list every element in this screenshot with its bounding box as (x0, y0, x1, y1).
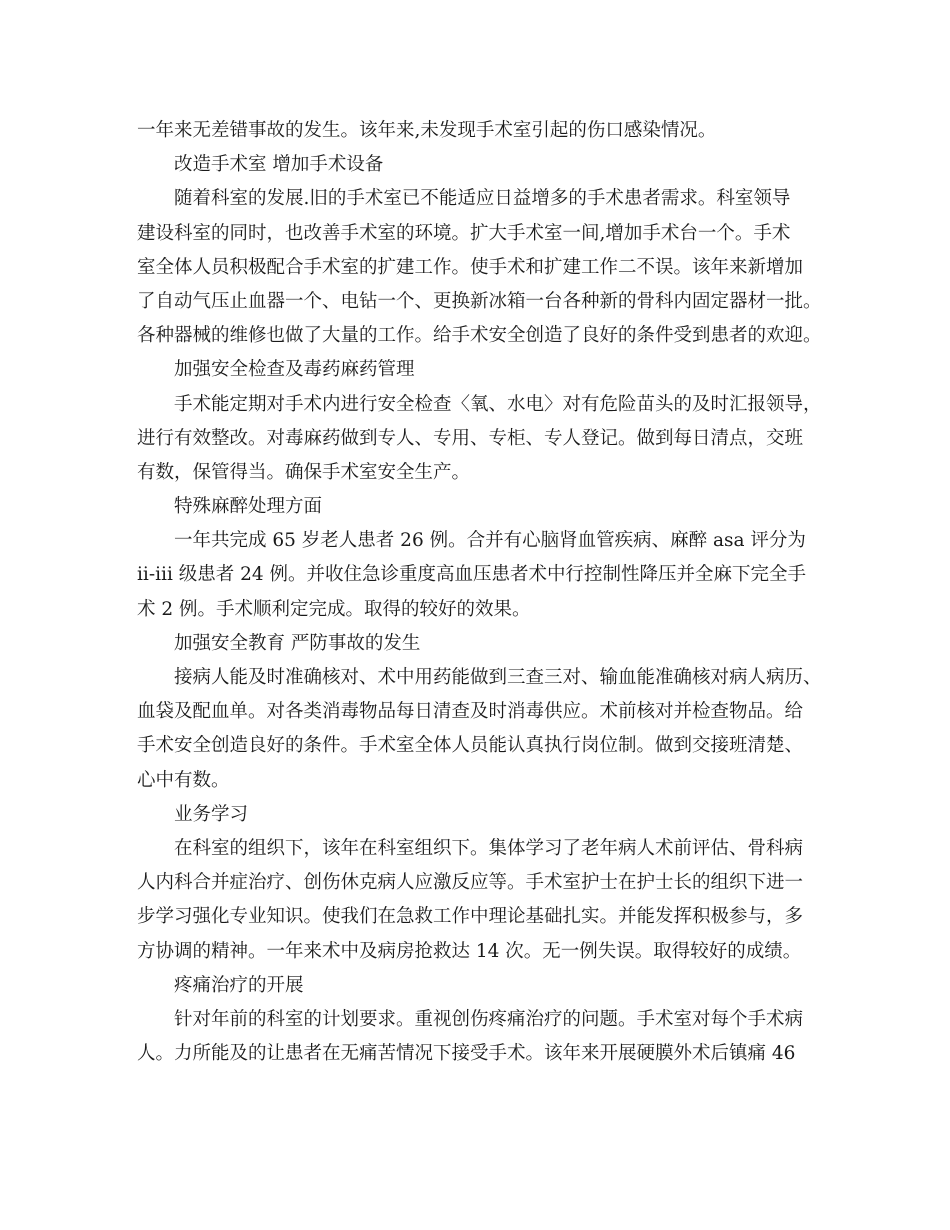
paragraph-line: 随着科室的发展.旧的手术室已不能适应日益增多的手术患者需求。科室领导 (174, 188, 791, 210)
paragraph-line: ⅱ-ⅲ 级患者 24 例。并收住急诊重度高血压患者术中行控制性降压并全麻下完全手 (137, 564, 807, 586)
section-heading: 业务学习 (174, 803, 249, 825)
paragraph-line: 接病人能及时准确核对、术中用药能做到三查三对、输血能准确核对病人病历、 (174, 667, 822, 688)
paragraph-line: 术 2 例。手术顺利定完成。取得的较好的效果。 (137, 598, 531, 620)
paragraph-line: 血袋及配血单。对各类消毒物品每日清查及时消毒供应。术前核对并检查物品。给 (137, 701, 804, 723)
paragraph-line: 一年来无差错事故的发生。该年来,未发现手术室引起的伤口感染情况。 (137, 120, 717, 141)
paragraph-line: 有数，保管得当。确保手术室安全生产。 (137, 461, 471, 483)
section-heading: 加强安全教育 严防事故的发生 (174, 632, 421, 654)
paragraph-line: 方协调的精神。一年来术中及病房抢救达 14 次。无一例失误。取得较好的成绩。 (137, 940, 802, 962)
paragraph-line: 手术能定期对手术内进行安全检查〈氧、水电〉对有危险苗头的及时汇报领导， (174, 393, 822, 415)
paragraph-line: 针对年前的科室的计划要求。重视创伤疼痛治疗的问题。手术室对每个手术病 (174, 1008, 804, 1030)
paragraph-line: 在科室的组织下，该年在科室组织下。集体学习了老年病人术前评估、骨科病 (174, 837, 804, 859)
paragraph-line: 心中有数。 (137, 769, 230, 791)
paragraph-line: 一年共完成 65 岁老人患者 26 例。合并有心脑肾血管疾病、麻醉 asa 评分为 (174, 530, 806, 552)
paragraph-line: 了自动气压止血器一个、电钻一个、更换新冰箱一台各种新的骨科内固定器材一批。 (137, 290, 822, 312)
document-body (137, 114, 827, 1071)
section-heading: 改造手术室 增加手术设备 (174, 154, 384, 176)
paragraph-line: 室全体人员积极配合手术室的扩建工作。使手术和扩建工作二不误。该年来新增加 (137, 256, 804, 278)
section-heading: 疼痛治疗的开展 (174, 974, 304, 996)
section-heading: 加强安全检查及毒药麻药管理 (174, 359, 415, 381)
paragraph-line: 各种器械的维修也做了大量的工作。给手术安全创造了良好的条件受到患者的欢迎。 (137, 325, 822, 347)
paragraph-line: 人。力所能及的让患者在无痛苦情况下接受手术。该年来开展硬膜外术后镇痛 46 (137, 1043, 796, 1065)
paragraph-line: 人内科合并症治疗、创伤休克病人应激反应等。手术室护士在护士长的组织下进一 (137, 872, 804, 894)
section-heading: 特殊麻醉处理方面 (174, 496, 323, 518)
paragraph-line: 建设科室的同时，也改善手术室的环境。扩大手术室一间,增加手术台一个。手术 (137, 222, 791, 244)
paragraph-line: 手术安全创造良好的条件。手术室全体人员能认真执行岗位制。做到交接班清楚、 (137, 735, 804, 757)
paragraph-line: 进行有效整改。对毒麻药做到专人、专用、专柜、专人登记。做到每日清点，交班 (137, 427, 804, 449)
paragraph-line: 步学习强化专业知识。使我们在急救工作中理论基础扎实。并能发挥积极参与，多 (137, 906, 804, 928)
